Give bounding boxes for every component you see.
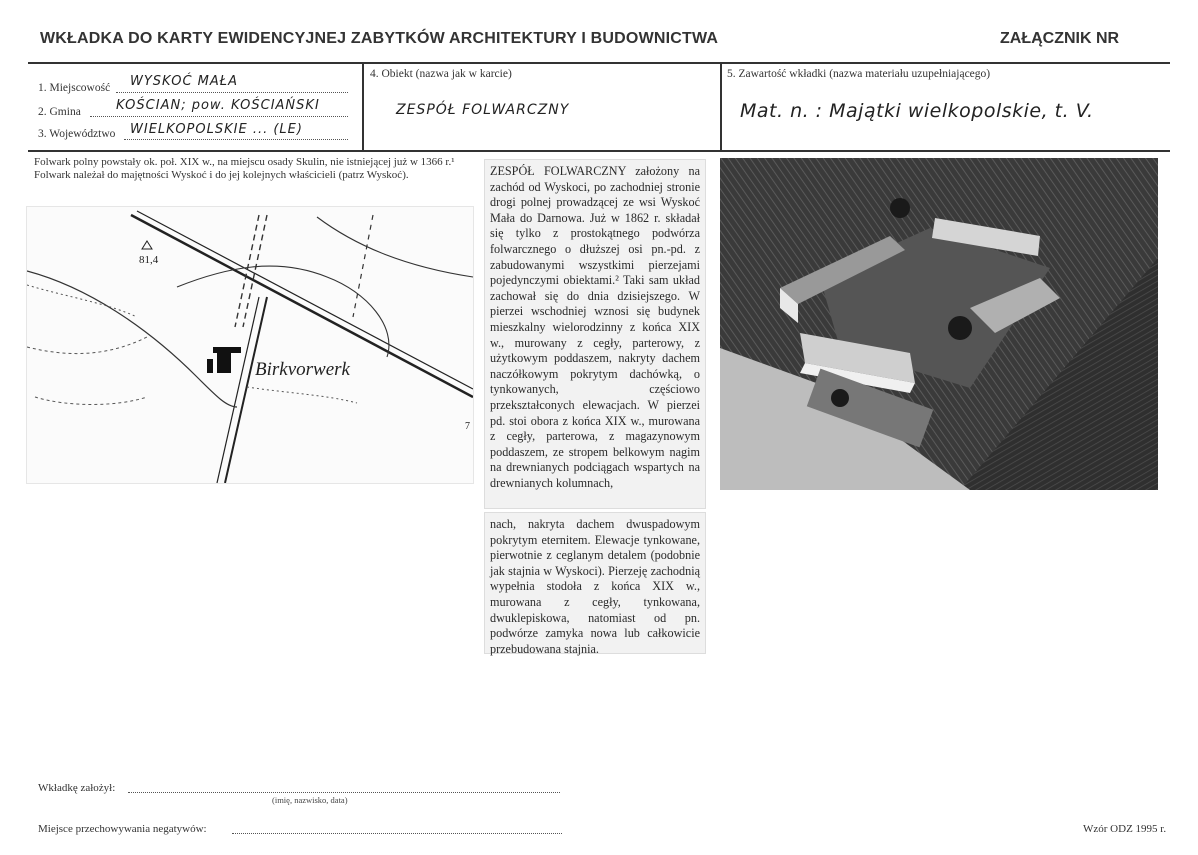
header-rule: [28, 62, 1170, 64]
text-column-part1: [484, 159, 706, 509]
document-title: WKŁADKA DO KARTY EWIDENCYJNEJ ZABYTKÓW ARCHITEKTURY I BUDOWNICTWA: [40, 30, 719, 47]
map-elevation-label: 81,4: [139, 254, 159, 266]
divider-right: [720, 62, 722, 150]
footer-negatives-line: [232, 833, 562, 834]
field-zawartosc-label: 5. Zawartość wkładki (nazwa materiału uzupełniającego): [727, 68, 991, 80]
field-miejscowosc-label: 1. Miejscowość: [38, 82, 111, 94]
field-wojewodztwo-value: WIELKOPOLSKIE ... (LE): [130, 122, 303, 137]
map-farm-building-2: [213, 347, 241, 353]
map-contour-3: [317, 217, 473, 277]
map-survey-triangle: [142, 241, 152, 249]
photo-tree-3: [831, 389, 849, 407]
map-contour-4: [27, 337, 147, 354]
footer-template-label: Wzór ODZ 1995 r.: [1083, 823, 1167, 835]
field-obiekt-label: 4. Obiekt (nazwa jak w karcie): [370, 68, 512, 80]
map-contour-5: [35, 397, 147, 405]
map-road-dashed-3: [353, 215, 373, 317]
map-place-label: Birkvorwerk: [255, 359, 350, 380]
map-edge-number: 7: [465, 421, 470, 432]
map-contour-6: [27, 285, 137, 317]
field-gmina-label: 2. Gmina: [38, 106, 81, 118]
photo-tree-2: [948, 316, 972, 340]
field-wojewodztwo-label: 3. Województwo: [38, 128, 116, 140]
field-gmina-value: KOŚCIAN; pow. KOŚCIAŃSKI: [116, 98, 320, 113]
footer-established-line: [128, 792, 560, 793]
map-road-south-b: [217, 297, 259, 483]
text-column-part2: [484, 512, 706, 654]
map-contour-1: [27, 271, 237, 407]
field-gmina-line: [90, 116, 348, 117]
form-bottom-rule: [28, 150, 1170, 152]
historical-map: [26, 206, 474, 484]
field-zawartosc-value: Mat. n. : Majątki wielkopolskie, t. V.: [740, 100, 1094, 122]
map-road-south-a: [225, 297, 267, 483]
field-miejscowosc-line: [116, 92, 348, 93]
map-contour-7: [247, 387, 357, 403]
map-farm-building-3: [207, 359, 213, 373]
text-column-part1-content: ZESPÓŁ FOLWARCZNY założony na zachód od Wyskoci, po zachodniej stronie drogi polnej prowadzącej ze wsi Wyskoć Mała do Darnowa. Już w 1862 r. składał się tylko z prostokątnego podwórza folwarcznego o dłuższej osi pn.-pd. z zabudowanymi wszystkimi pierzejami pojedynczymi obiektami.² Taki sam układ zachował się do dnia dzisiejszego. W pierzei wschodniej wznosi się budynek mieszkalny wielorodzinny z końca XIX w., murowany z cegły, parterowy, z użytkowym poddaszem, nakryty dachem naczółkowym pokrytym dachówką, o tynkowanych, częściowo przekształconych elewacjach. W pierzei pd. stoi obora z końca XIX w., murowana z cegły, parterowa, z magazynowym poddaszem, ze stropem belkowym nagim na drewnianych podciągach wspartych na drewnianych kolumnach,: [490, 164, 700, 490]
divider-left: [362, 62, 364, 150]
aerial-photograph: [720, 158, 1158, 490]
footer-negatives-label: Miejsce przechowywania negatywów:: [38, 823, 207, 835]
field-miejscowosc-value: WYSKOĆ MAŁA: [130, 74, 238, 89]
field-wojewodztwo-line: [124, 139, 348, 140]
footer-established-label: Wkładkę założył:: [38, 782, 116, 794]
text-column-part2-content: nach, nakryta dachem dwuspadowym pokrytym eternitem. Elewacje tynkowane, pierwotnie z ceglanym detalem (podobnie jak stajnia w Wyskoci). Pierzeję zachodnią wypełnia stodoła z końca XIX w., murowana z cegły, tynkowana, dwuklepiskowa, natomiast od pn. podwórze zamyka nowa lub całkowicie przebudowana stajnia.: [490, 517, 700, 656]
field-obiekt-value: ZESPÓŁ FOLWARCZNY: [396, 102, 570, 118]
map-contour-2: [177, 266, 389, 357]
aerial-photo-drawing: [720, 158, 1158, 490]
annex-label: ZAŁĄCZNIK NR: [1000, 30, 1120, 47]
intro-paragraph: Folwark polny powstały ok. poł. XIX w., na miejscu osady Skulin, nie istniejącej już w 1366 r.¹ Folwark należał do majętności Wyskoć i do jej kolejnych właścicieli (patrz Wyskoć).: [34, 156, 455, 181]
photo-tree-1: [890, 198, 910, 218]
map-farm-building-1: [217, 351, 231, 373]
footer-established-hint: (imię, nazwisko, data): [272, 795, 348, 805]
map-drawing: [27, 207, 473, 483]
